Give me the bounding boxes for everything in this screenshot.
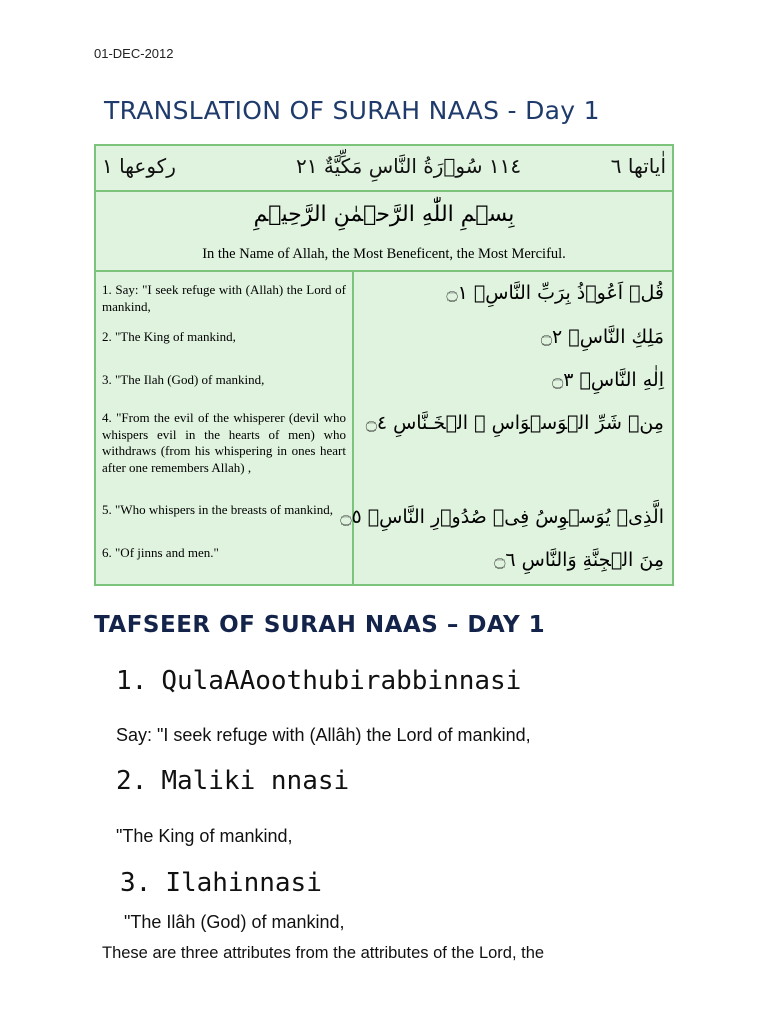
verse-arabic-2: مَلِكِ النَّاسِۙ ۝٢ (540, 326, 664, 348)
verse-translation: "The Ilâh (God) of mankind, (124, 912, 345, 932)
verses-grid (96, 270, 672, 584)
verse-heading-3 (120, 868, 322, 898)
verse-number: 1. (116, 666, 148, 696)
ruku-count: ركوعها ١ (102, 154, 176, 178)
verse-number: 2. (116, 766, 148, 796)
verse-transliteration: Maliki nnasi (161, 766, 350, 796)
verse-arabic-4: مِنۡ شَرِّ الۡوَسۡوَاسِ ۙ الۡخَـنَّاسِ ۝٤ (365, 412, 664, 434)
verse-translation-1: 1. Say: "I seek refuge with (Allah) the Lord of mankind, (102, 282, 346, 314)
verse-transliteration: QulaAAoothubirabbinnasi (161, 666, 522, 696)
verse-translation-4: 4. "From the evil of the whisperer (devil who whispers evil in the hearts of men) who withdraws (from his whispering in ones heart after one remembers Allah) , (102, 410, 346, 475)
verse-arabic-6: مِنَ الۡجِنَّةِ وَالنَّاسِ ۝٦ (494, 549, 664, 571)
verse-translation-5: 5. "Who whispers in the breasts of mankind, (102, 502, 333, 517)
verse-arabic-1: قُلۡ اَعُوۡذُ بِرَبِّ النَّاسِۙ ۝١ (446, 282, 664, 304)
verse-translation: "The King of mankind, (116, 826, 293, 846)
verse-translation-6: 6. "Of jinns and men." (102, 545, 219, 560)
document-date: 01-DEC-2012 (94, 46, 174, 61)
verse-translation-3: 3. "The Ilah (God) of mankind, (102, 372, 265, 387)
verse-arabic-5: الَّذِىۡ يُوَسۡوِسُ فِىۡ صُدُوۡرِ النَّاسِۙ ۝٥ (340, 506, 664, 528)
body-paragraph: These are three attributes from the attributes of the Lord, the (102, 944, 545, 962)
verse-translation: Say: "I seek refuge with (Allâh) the Lord of mankind, (116, 725, 531, 745)
surah-header (96, 146, 672, 192)
ayat-count: اٰياتها ٦ (610, 154, 666, 178)
surah-name-arabic: ١١٤ سُوۡرَةُ النَّاسِ مَكِّيَّةٌ ٢١ (296, 154, 522, 178)
verse-heading-2 (116, 766, 349, 796)
verse-number: 3. (120, 868, 152, 898)
page-title: TRANSLATION OF SURAH NAAS - Day 1 (104, 96, 600, 125)
verse-transliteration: Ilahinnasi (165, 868, 322, 898)
bismillah-arabic: بِسۡمِ اللّٰهِ الرَّحۡمٰنِ الرَّحِيۡمِ (253, 202, 515, 227)
verse-heading-1 (116, 666, 521, 696)
verse-translation-2: 2. "The King of mankind, (102, 329, 236, 344)
surah-table (94, 144, 674, 586)
tafseer-title: TAFSEER OF SURAH NAAS – DAY 1 (94, 612, 546, 638)
column-divider (352, 272, 354, 584)
bismillah-english: In the Name of Allah, the Most Beneficent, the Most Merciful. (202, 246, 566, 262)
verse-arabic-3: اِلٰهِ النَّاسِۙ ۝٣ (552, 369, 664, 391)
